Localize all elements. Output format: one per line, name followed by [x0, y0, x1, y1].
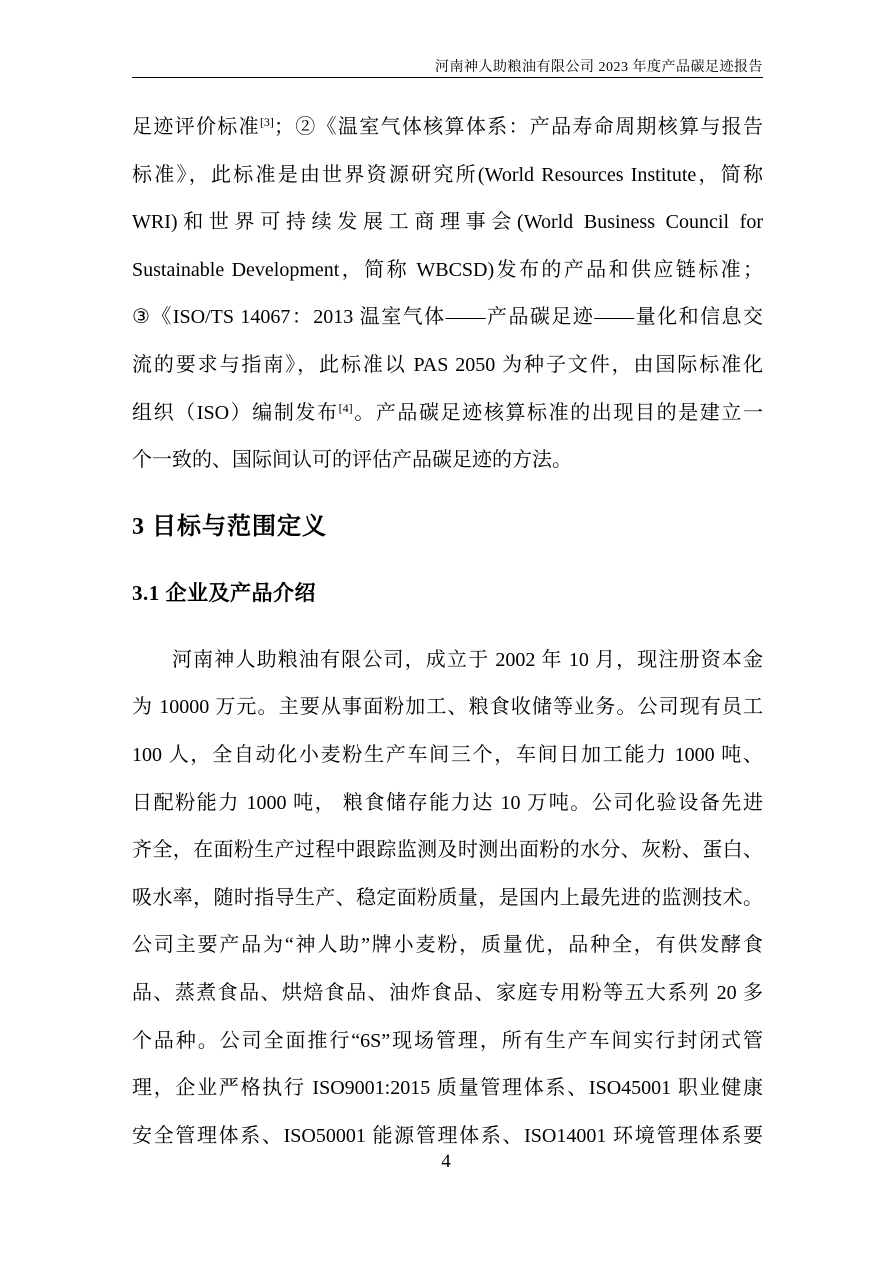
paragraph-line: WRI)和世界可持续发展工商理事会(World Business Council for	[132, 211, 763, 234]
paragraph-line: 日配粉能力 1000 吨， 粮食储存能力达 10 万吨。公司化验设备先进	[132, 791, 763, 814]
paragraph-line: 公司主要产品为“神人助”牌小麦粉，质量优，品种全，有供发酵食	[132, 934, 763, 957]
paragraph-line: 品、蒸煮食品、烘焙食品、油炸食品、家庭专用粉等五大系列 20 多	[132, 981, 763, 1004]
paragraph-line: 标准》，此标准是由世界资源研究所(World Resources Institute，简称	[132, 163, 763, 186]
section-heading: 3 目标与范围定义	[132, 513, 327, 540]
paragraph-line	[132, 390, 763, 438]
paragraph-line: 100 人，全自动化小麦粉生产车间三个，车间日加工能力 1000 吨、	[132, 743, 763, 766]
paragraph-line: 吸水率，随时指导生产、稳定面粉质量，是国内上最先进的监测技术。	[132, 886, 763, 909]
paragraph-line: 齐全，在面粉生产过程中跟踪监测及时测出面粉的水分、灰粉、蛋白、	[132, 839, 763, 862]
header-rule	[132, 77, 763, 78]
running-header-title: 河南神人助粮油有限公司 2023 年度产品碳足迹报告	[435, 60, 763, 75]
paragraph-line: 个品种。公司全面推行“6S”现场管理，所有生产车间实行封闭式管	[132, 1029, 763, 1052]
page-number: 4	[441, 1151, 451, 1172]
paragraph-text: ；②《温室气体核算体系：产品寿命周期核算与报告	[273, 116, 763, 138]
paragraph-line: 河南神人助粮油有限公司，成立于 2002 年 10 月，现注册资本金	[172, 648, 763, 671]
subsection-heading: 3.1 企业及产品介绍	[132, 580, 316, 605]
paragraph-line: Sustainable Development，简称 WBCSD)发布的产品和供应链标准；	[132, 258, 763, 281]
document-body	[132, 104, 763, 1160]
paragraph-line: 安全管理体系、ISO50001 能源管理体系、ISO14001 环境管理体系要	[132, 1124, 763, 1147]
paragraph-text: 足迹评价标准	[132, 116, 260, 138]
paragraph-line: 理，企业严格执行 ISO9001:2015 质量管理体系、ISO45001 职业健康	[132, 1077, 763, 1100]
paragraph-line: 个一致的、国际间认可的评估产品碳足迹的方法。	[132, 449, 572, 472]
paragraph-line: 流的要求与指南》，此标准以 PAS 2050 为种子文件，由国际标准化	[132, 353, 763, 376]
paragraph-line: ③《ISO/TS 14067：2013 温室气体——产品碳足迹——量化和信息交	[132, 306, 763, 329]
paragraph-text: 。产品碳足迹核算标准的出现目的是建立一	[352, 401, 763, 424]
paragraph-line: 为 10000 万元。主要从事面粉加工、粮食收储等业务。公司现有员工	[132, 696, 763, 719]
footnote-ref: [4]	[338, 400, 353, 415]
paragraph-text: 组织（ISO）编制发布	[132, 401, 339, 424]
paragraph-line	[132, 104, 763, 152]
footnote-ref: [3]	[259, 115, 274, 129]
